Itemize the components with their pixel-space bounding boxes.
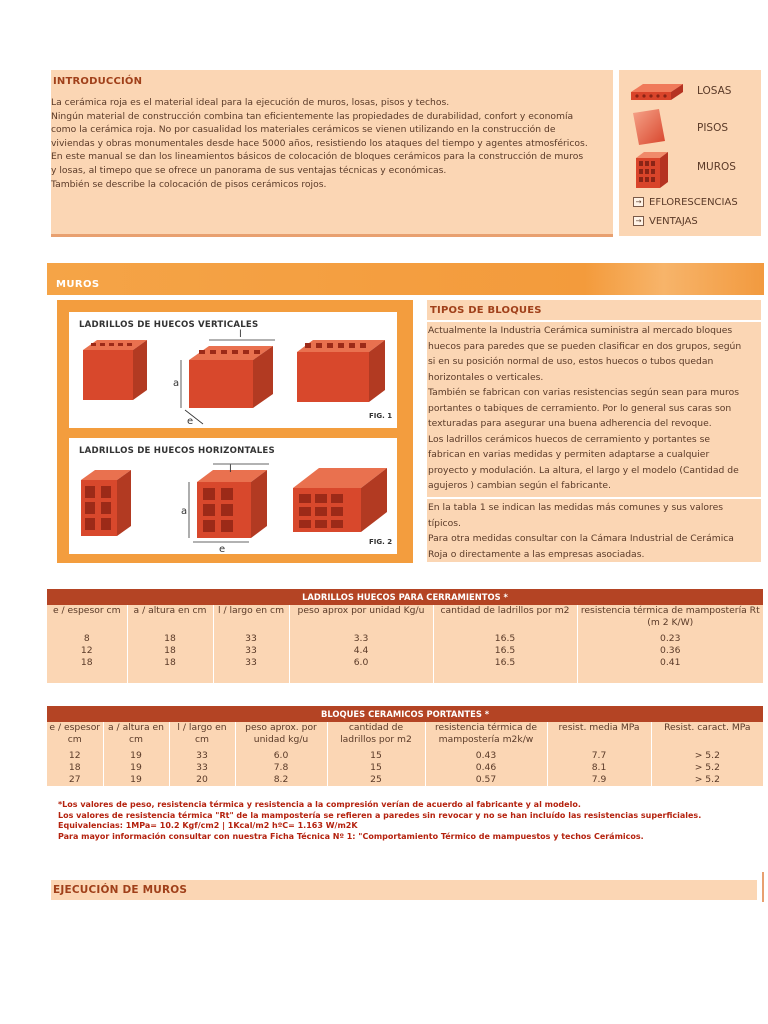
table2-cell: 7.7 [547,750,651,762]
dim-l: l [229,464,232,475]
table2-header: l / largo en cm [169,722,235,750]
tipos-line: También se fabrican con varias resistencias según sean para muros [428,387,739,398]
wall-block-icon[interactable] [634,150,670,190]
slab-brick-icon[interactable] [629,78,685,104]
table2-cell: > 5.2 [651,762,763,774]
table1-cell: 16.5 [433,633,577,645]
intro-divider [51,234,613,237]
table1-cell: 6.0 [289,657,433,669]
table1-header: peso aprox por unidad Kg/u [289,605,433,633]
muros-title: MUROS [56,279,100,290]
footnote-line: Equivalencias: 1MPa= 10.2 Kgf/cm2 | 1Kcal/m2 hºC= 1.163 W/m2K [58,821,358,830]
table1-title: LADRILLOS HUECOS PARA CERRAMIENTOS * [47,589,763,605]
table2-header: a / altura en cm [103,722,169,750]
table1-cell: 33 [213,645,289,657]
table1-header: resistencia térmica de mampostería Rt (m 2 K/W) [577,605,763,633]
ejecucion-heading: EJECUCIÓN DE MUROS [53,884,188,896]
fig1-title: LADRILLOS DE HUECOS VERTICALES [79,320,259,330]
table1-header: a / altura en cm [127,605,213,633]
tipos-line: agujeros ) cambian según el fabricante. [428,480,611,491]
intro-line: como la cerámica roja. No por casualidad los materiales cerámicos se vienen utilizando en la construcción de [51,124,556,136]
table1-cell: 0.23 [577,633,763,645]
table1-cell: 18 [47,657,127,669]
table1-cell: 16.5 [433,657,577,669]
tipos-line: típicos. [428,517,461,529]
table-row [47,762,763,774]
table1-header: l / largo en cm [213,605,289,633]
fig2-panel [69,438,397,554]
tipos-line: Roja o directamente a las empresas asociadas. [428,548,645,560]
tipos-line: proyecto y modulación. La altura, el largo y el modelo (Cantidad de [428,464,739,476]
intro-heading: INTRODUCCIÓN [53,76,143,87]
dim-a: a [181,506,188,517]
muros-banner [47,263,764,295]
table1-header: e / espesor cm [47,605,127,633]
table1-cell: 8 [47,633,127,645]
table1-cell: 33 [213,633,289,645]
arrow-box-icon: → [633,197,644,207]
tipos-text-2 [428,500,758,562]
table2-cell: > 5.2 [651,774,763,786]
tipos-line: En la tabla 1 se indican las medidas más comunes y sus valores [428,502,724,513]
intro-text [51,96,613,191]
table1-cell: 18 [127,633,213,645]
table2-cell: 15 [327,750,425,762]
table-row [47,657,763,669]
bricks-figure [57,300,413,563]
table2-header: cantidad de ladrillos por m2 [327,722,425,750]
table1-cell: 3.3 [289,633,433,645]
fig1-caption: FIG. 1 [369,412,393,420]
tipos-text [428,323,758,494]
table2-cell: 19 [103,774,169,786]
table2-cell: 19 [103,750,169,762]
table2-cell: 8.1 [547,762,651,774]
table2-cell: 0.46 [425,762,547,774]
table2-cell: 18 [47,762,103,774]
table2-cell: 19 [103,762,169,774]
fig2-caption: FIG. 2 [369,538,393,546]
nav-link-ventajas[interactable] [633,216,698,227]
table2-header: Resist. caract. MPa [651,722,763,750]
table2-cell: 7.9 [547,774,651,786]
table2-cell: 12 [47,750,103,762]
table-ladrillos-cerramientos [47,589,763,683]
table-row [47,645,763,657]
table2-cell: 7.8 [235,762,327,774]
tipos-line: Para otra medidas consultar con la Cámara Industrial de Cerámica [428,533,734,544]
table1-cell: 12 [47,645,127,657]
dim-e: e [187,416,194,427]
table2-cell: 0.57 [425,774,547,786]
dim-e: e [219,544,226,554]
tipos-line: fabrican en varias medidas y permiten adaptarse a cualquier [428,449,710,460]
intro-line: En este manual se dan los lineamientos básicos de colocación de bloques cerámicos para la construcción de muros [51,151,584,163]
table2-cell: 25 [327,774,425,786]
table1-header: cantidad de ladrillos por m2 [433,605,577,633]
footnotes [58,800,758,842]
tipos-line: Los ladrillos cerámicos huecos de cerramiento y portantes se [428,433,711,445]
fig2-title: LADRILLOS DE HUECOS HORIZONTALES [79,446,275,456]
intro-line: Ningún material de construcción combina tan eficientemente las propiedades de durabilidad, confort y economía [51,110,574,122]
table2-header: peso aprox. por unidad kg/u [235,722,327,750]
table1-cell: 0.36 [577,645,763,657]
table-row [47,774,763,786]
table2-cell: 0.43 [425,750,547,762]
fig1-panel [69,312,397,428]
table1-cell: 16.5 [433,645,577,657]
table-bloques-portantes [47,706,763,786]
intro-line: viviendas y obras monumentales desde hace 5000 años, resistiendo los ataques del tiempo y agentes atmosféricos. [51,137,588,149]
table2-cell: 33 [169,750,235,762]
footnote-line: Para mayor información consultar con nuestra Ficha Técnica Nº 1: "Comportamiento Térmico de mampuestos y techos Cerámicos. [58,831,644,841]
nav-item-muros[interactable]: MUROS [697,161,736,173]
footnote-line: Los valores de resistencia térmica "Rt" de la mampostería se refieren a paredes sin revocar y no se han incluído las resistencias superficiales. [58,810,702,820]
tipos-line: si en su posición normal de uso, estos huecos o tubos quedan [428,356,714,367]
tipos-line: Actualmente la Industria Cerámica suministra al mercado bloques [428,325,733,336]
table1-cell: 18 [127,657,213,669]
table1-cell: 4.4 [289,645,433,657]
table-row [47,633,763,645]
nav-link-eflorescencias[interactable] [633,197,738,208]
table2-cell: 8.2 [235,774,327,786]
table2-cell: > 5.2 [651,750,763,762]
dim-l: l [239,329,242,340]
table2-header: e / espesor cm [47,722,103,750]
tipos-line: portantes o tabiques de cerramiento. Por lo general sus caras son [428,402,732,414]
nav-item-pisos[interactable]: PISOS [697,122,729,134]
nav-item-losas[interactable]: LOSAS [697,85,732,97]
vertical-hollow-bricks-drawing [69,312,397,428]
tipos-heading: TIPOS DE BLOQUES [430,305,542,316]
arrow-box-icon: → [633,216,644,226]
table2-title: BLOQUES CERAMICOS PORTANTES * [47,706,763,722]
table1-cell: 33 [213,657,289,669]
tipos-line: texturadas para asegurar una buena adherencia del revoque. [428,418,712,429]
intro-line: La cerámica roja es el material ideal para la ejecución de muros, losas, pisos y techos. [51,97,450,108]
table2-header: resist. media MPa [547,722,651,750]
table1-cell: 0.41 [577,657,763,669]
table2-cell: 15 [327,762,425,774]
table2-cell: 6.0 [235,750,327,762]
intro-line: También se describe la colocación de pisos cerámicos rojos. [51,178,327,190]
table2-cell: 33 [169,762,235,774]
footnote-line: *Los valores de peso, resistencia térmica y resistencia a la compresión verían de acuerdo al fabricante y al modelo. [58,800,581,809]
table-row [47,750,763,762]
intro-line: y losas, al timepo que se ofrece un panorama de sus ventajas técnicas y económicas. [51,164,447,176]
table2-cell: 27 [47,774,103,786]
floor-tile-icon[interactable] [631,107,667,147]
ejecucion-divider [762,872,764,902]
dim-a: a [173,378,180,389]
tipos-line: horizontales o verticales. [428,371,544,383]
table2-cell: 20 [169,774,235,786]
nav-link-label: EFLORESCENCIAS [649,197,738,208]
nav-link-label: VENTAJAS [649,216,698,227]
table1-cell: 18 [127,645,213,657]
horizontal-hollow-bricks-drawing [69,438,397,554]
table2-header: resistencia térmica de mampostería m2k/w [425,722,547,750]
tipos-line: huecos para paredes que se pueden clasificar en dos grupos, según [428,340,742,352]
